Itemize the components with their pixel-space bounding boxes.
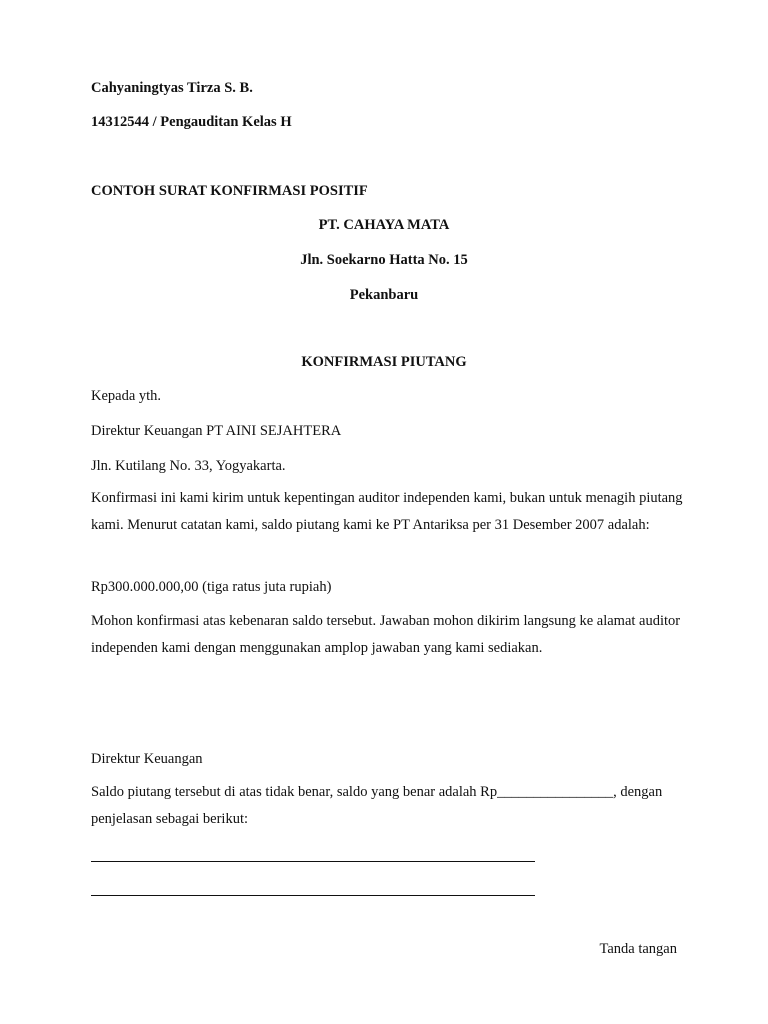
recipient: Direktur Keuangan PT AINI SEJAHTERA: [91, 423, 342, 439]
salutation: Kepada yth.: [91, 388, 162, 404]
student-info: 14312544 / Pengauditan Kelas H: [91, 114, 292, 130]
company-city: Pekanbaru: [349, 287, 419, 303]
signatory-title: Direktur Keuangan: [91, 751, 203, 767]
document-title: CONTOH SURAT KONFIRMASI POSITIF: [91, 183, 368, 199]
letter-subject: KONFIRMASI PIUTANG: [301, 354, 467, 370]
explanation-line-2: [91, 895, 535, 896]
paragraph-confirmation: Konfirmasi ini kami kirim untuk kepentingan auditor independen kami, bukan untuk menagih piutang kami. Menurut catatan kami, saldo piutang kami ke PT Antariksa per 31 Desember 2007 adalah:: [91, 490, 683, 533]
paragraph-request: Mohon konfirmasi atas kebenaran saldo tersebut. Jawaban mohon dikirim langsung ke alamat auditor independen kami dengan menggunakan amplop jawaban yang kami sediakan.: [91, 613, 681, 656]
recipient-address: Jln. Kutilang No. 33, Yogyakarta.: [91, 458, 286, 474]
author-name: Cahyaningtyas Tirza S. B.: [91, 80, 253, 96]
receivable-amount: Rp300.000.000,00 (tiga ratus juta rupiah): [91, 579, 332, 595]
company-name: PT. CAHAYA MATA: [318, 217, 450, 233]
explanation-line-1: [91, 861, 535, 862]
company-address: Jln. Soekarno Hatta No. 15: [300, 252, 468, 268]
signature-label: Tanda tangan: [599, 941, 677, 957]
reply-statement: Saldo piutang tersebut di atas tidak benar, saldo yang benar adalah Rp________________, dengan penjelasan sebagai berikut:: [91, 784, 663, 827]
